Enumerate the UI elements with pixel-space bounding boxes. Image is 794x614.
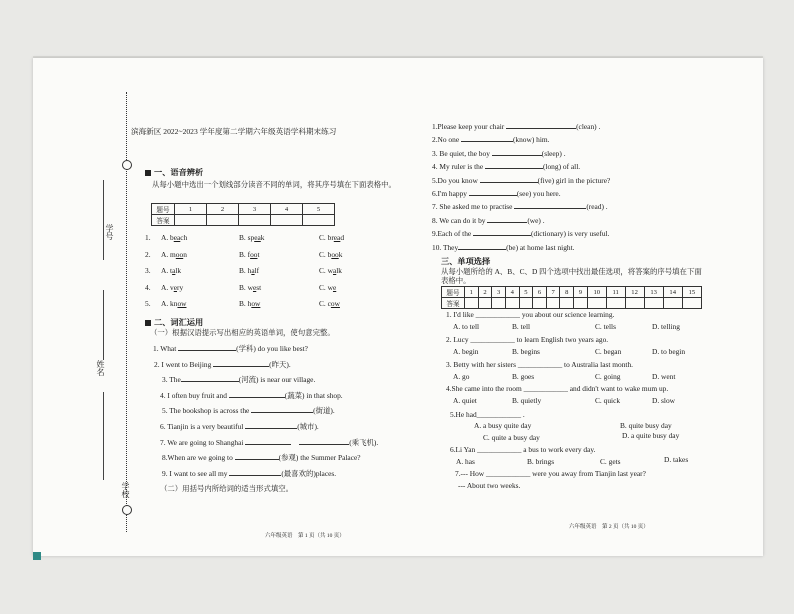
vocab-item [162,469,336,478]
table-header-cell: 5 [519,287,533,298]
table-header-cell: 15 [682,287,701,298]
answer-cell [492,298,506,309]
table-header-cell: 14 [663,287,682,298]
mc-option: B. quietly [512,396,542,406]
table-header-cell: 3 [239,204,271,215]
mc-option: A. go [453,371,470,381]
word-part: C. w [319,282,333,292]
section3-title: 三、单项选择 [441,257,491,266]
fill-item [432,162,580,171]
margin-field-line [103,180,104,260]
phonics-option [161,299,186,308]
table-header-cell: 4 [271,204,303,215]
table-header-cell: 7 [546,287,560,298]
mc-option: A. has [456,457,475,466]
answer-cell [239,215,271,226]
vocab-text: 2. I went to Beijing [154,359,214,369]
fill-hint: (we) . [527,215,545,225]
fill-item [432,149,566,158]
word-part: C. b [319,249,332,259]
vocab-item [160,438,378,447]
section-marker-icon [145,170,151,176]
underlined-letters: a [172,266,176,275]
answer-cell [606,298,625,309]
underlined-letters: ea [173,233,181,242]
phonics-option [161,233,187,242]
vocab-text: 1. What [153,344,179,353]
section1-instruction: 从每小题中选出一个划线部分读音不同的单词，将其序号填在下面表格中。 [152,180,396,189]
fill-hint: (five) girl in the picture? [537,175,611,185]
mc-option: D. a quite busy day [622,431,680,440]
section3-answer-table [441,286,702,309]
vocab-text: 4. I often buy fruit and [160,390,229,400]
fill-hint: (clean) . [576,122,601,131]
answer-cell [478,298,492,309]
fill-item [432,216,545,225]
phonics-option [161,250,187,259]
answer-cell [465,298,479,309]
phonics-option [161,283,183,292]
scan-corner-mark [33,552,41,560]
vocab-hint: (最喜欢的)places. [281,468,337,478]
word-part: A. m [161,249,176,259]
mc-option: D. went [652,371,676,381]
mc-question: 3. Betty with her sisters ____________ to Australia last month. [446,359,634,369]
vocab-item [153,344,308,353]
answer-cell [303,215,335,226]
fill-text: 6.I'm happy [432,189,469,198]
underlined-letters: ow [330,299,340,308]
fill-hint: (know) him. [512,135,550,145]
fill-text: 7. She asked me to practise [432,202,515,212]
answer-blank[interactable] [245,444,291,445]
word-part: lk [336,266,342,275]
answer-blank[interactable] [514,208,586,209]
mc-question: 4.She came into the room ____________ and didn't want to wake mum up. [446,384,669,394]
fill-hint: (be) at home last night. [506,242,575,252]
table-header-cell: 3 [492,287,506,298]
answer-blank[interactable] [251,412,313,413]
answer-blank[interactable] [229,397,285,398]
answer-blank[interactable] [461,141,513,142]
table-header-cell: 6 [533,287,547,298]
mc-option: B. goes [512,371,535,381]
underlined-letters: ea [254,233,261,242]
word-part: lk [175,266,182,275]
fill-text: 1.Please keep your chair [432,122,507,131]
answer-cell [175,215,207,226]
mc-option: C. gets [600,457,621,466]
vocab-item [154,360,291,369]
mc-option: C. tells [595,322,616,331]
footer-left: 六年级英语 第 1 页（共 10 页） [265,533,345,539]
page-title: 滨海新区 2022~2023 学年度第二学期六年级英语学科期末练习 [131,127,337,136]
table-header-cell: 9 [574,287,588,298]
vocab-hint: (街道). [313,406,335,416]
item-number: 1. [145,233,151,242]
fill-item [432,135,550,144]
answer-cell [644,298,663,309]
fill-hint: (see) you here. [516,189,561,198]
binding-hole [122,160,132,170]
vocab-hint: (城市). [297,422,319,431]
vocab-item [162,406,335,415]
binding-hole [122,505,132,515]
answer-cell [271,215,303,226]
section1-answer-table [151,203,335,226]
table-row-label: 答案 [152,215,175,226]
vocab-hint: (乘飞机). [349,437,379,447]
underlined-letters: e [173,282,178,292]
mc-option: A. a busy quite day [474,421,532,430]
table-header-cell: 12 [625,287,644,298]
answer-blank[interactable] [299,444,349,445]
section1-title-text: 一、语音辨析 [154,168,204,177]
table-header-cell: 5 [303,204,335,215]
vocab-hint: (河流) is near our village. [238,375,316,385]
phonics-option [239,266,259,275]
fill-hint: (sleep) . [541,148,566,158]
mc-option: B. brings [527,457,555,466]
word-part: B. f [239,249,251,259]
table-header-cell: 题号 [442,287,465,298]
vocab-item [162,375,315,384]
item-number: 2. [145,249,151,259]
mc-option: B. begins [512,346,540,356]
phonics-option [239,283,261,292]
answer-blank[interactable] [229,475,281,476]
word-part: st [256,282,262,292]
underlined-letters: a [332,266,337,275]
section2-title [145,317,203,328]
table-header-cell: 13 [644,287,663,298]
mc-question-5: 5.He had____________ . [450,410,525,419]
phonics-option [319,233,344,242]
table-header-cell: 10 [587,287,606,298]
fill-hint: (long) of all. [542,162,581,172]
mc-option: A. quiet [453,396,477,406]
table-header-cell: 4 [505,287,519,298]
section1-title [145,167,203,178]
answer-blank[interactable] [480,182,538,183]
answer-cell [546,298,560,309]
word-part: ch [180,233,188,242]
section-marker-icon [145,320,151,326]
mc-option: B. tell [512,322,531,331]
underlined-letters: ow [177,299,187,308]
underlined-letters: oo [331,249,339,259]
answer-cell [560,298,574,309]
word-part: t [257,249,260,259]
mc-option: C. began [595,346,622,356]
binding-dotted-line [126,92,127,532]
fill-text: 3. Be quiet, the boy [432,148,492,158]
answer-blank[interactable] [492,155,542,156]
answer-blank[interactable] [458,249,506,250]
fill-text: 10. They [432,242,459,252]
word-part: C. w [319,266,333,275]
word-part: k [338,249,343,259]
mc-option: C. going [595,371,621,381]
word-part: lf [254,266,260,275]
answer-cell [625,298,644,309]
margin-label-xingming: 姓名 [96,360,105,376]
fill-hint: (read) . [586,202,608,212]
vocab-text: 5. The bookshop is across the [162,406,252,416]
vocab-item [162,453,361,462]
word-part: C. c [319,299,331,308]
table-header-cell: 1 [175,204,207,215]
fill-text: 2.No one [432,135,461,145]
vocab-text: 6. Tianjin is a very beautiful [160,422,246,431]
word-part: A. kn [161,299,178,308]
word-part: A. v [161,282,174,292]
table-header-cell: 11 [606,287,625,298]
answer-blank[interactable] [506,128,576,129]
phonics-option [161,266,181,275]
fill-item [432,176,610,185]
answer-cell [587,298,606,309]
word-part: B. h [239,299,252,308]
mc-option: D. to begin [652,346,686,356]
answer-cell [574,298,588,309]
vocab-hint: (参观) the Summer Palace? [278,453,361,463]
underlined-letters: a [251,266,255,275]
underlined-letters: ea [333,233,341,242]
mc-option: C. quick [595,396,621,406]
item-number: 3. [145,266,151,275]
answer-blank[interactable] [213,366,269,367]
word-part: B. h [239,266,252,275]
answer-cell [682,298,701,309]
mc-question: 2. Lucy ____________ to learn English two years ago. [446,334,609,344]
underlined-letters: e [252,282,257,292]
fill-text: 5.Do you know [432,175,480,185]
phonics-option [239,233,264,242]
mc-option: D. telling [652,322,680,331]
mc-option: D. takes [664,455,689,464]
table-header-cell: 题号 [152,204,175,215]
mc-option: D. slow [652,396,675,406]
table-header-cell: 8 [560,287,574,298]
word-part: A. t [161,266,173,275]
answer-blank[interactable] [235,459,279,460]
table-header-cell: 1 [465,287,479,298]
item-number: 4. [145,282,151,292]
answer-cell [533,298,547,309]
answer-blank[interactable] [181,381,239,382]
fill-item [432,202,608,211]
answer-blank[interactable] [178,350,236,351]
mc-option: B. quite busy day [620,421,672,430]
vocab-hint: (蔬菜) in that shop. [284,390,343,400]
margin-label-xuehao: 学号 [105,224,114,240]
phonics-option [319,250,342,259]
mc-answer-7: --- About two weeks. [458,481,521,490]
mc-question-6: 6.Li Yan ____________ a bus to work every day. [450,445,596,454]
vocab-text: 9. I want to see all my [162,468,230,478]
margin-field-line [103,290,104,360]
underlined-letters: ow [251,299,261,308]
word-part: C. br [319,233,334,242]
underlined-letters: e [332,282,337,292]
mc-option: A. begin [453,346,479,356]
vocab-item [160,422,319,431]
table-header-cell: 2 [478,287,492,298]
fill-item [432,229,609,238]
answer-cell [519,298,533,309]
word-part: k [260,233,265,242]
mc-option: C. quite a busy day [483,433,540,442]
phonics-option [239,299,260,308]
vocab-text: 8.When are we going to [162,453,235,463]
phonics-option [239,250,260,259]
vocab-hint: (昨天). [269,359,291,369]
table-header-cell: 2 [207,204,239,215]
margin-field-line [103,392,104,480]
margin-label-xuexiao: 学校 [121,482,130,498]
phonics-option [319,299,340,308]
fill-item [432,243,575,252]
answer-blank[interactable] [485,168,543,169]
mc-question-7: 7.--- How ____________ were you away from Tianjin last year? [455,469,646,478]
underlined-letters: oo [250,249,258,259]
phonics-option [319,266,342,275]
vocab-text: 7. We are going to Shanghai [160,437,246,447]
word-part: B. sp [239,233,255,242]
fill-text: 9.Each of the [432,229,474,239]
underlined-letters: oo [175,249,184,259]
section2-title-text: 二、词汇运用 [154,318,204,327]
word-part: ry [177,282,184,292]
answer-blank[interactable] [245,428,297,429]
phonics-option [319,283,336,292]
vocab-text: 3. The [162,375,181,385]
answer-cell [505,298,519,309]
word-part: B. w [239,282,253,292]
fill-hint: (dictionary) is very useful. [531,229,610,239]
fill-item [432,189,561,198]
word-part: n [183,249,187,259]
fill-text: 4. My ruler is the [432,162,485,172]
word-part: d [340,233,345,242]
answer-cell [663,298,682,309]
answer-cell [207,215,239,226]
vocab-item [160,391,343,400]
section2-sub2: （二）用括号内所给词的适当形式填空。 [160,484,294,493]
section3-instruction: 从每小题所给的 A、B、C、D 四个选项中找出最佳选项，将答案的序号填在下面表格中。 [441,267,702,285]
word-part: A. b [161,233,174,242]
item-number: 5. [145,299,151,308]
answer-blank[interactable] [473,235,531,236]
answer-blank[interactable] [487,222,527,223]
vocab-hint: (学科) do you like best? [236,344,308,353]
mc-option: A. to tell [453,322,480,331]
table-row-label: 答案 [442,298,465,309]
answer-blank[interactable] [469,195,517,196]
footer-right: 六年级英语 第 2 页（共 10 页） [569,524,649,530]
mc-question: 1. I'd like ____________ you about our science learning. [446,310,615,319]
section2-sub1: （一）根据汉语提示写出相应的英语单词，使句意完整。 [150,328,335,337]
fill-text: 8. We can do it by [432,215,488,225]
fill-item [432,122,600,131]
